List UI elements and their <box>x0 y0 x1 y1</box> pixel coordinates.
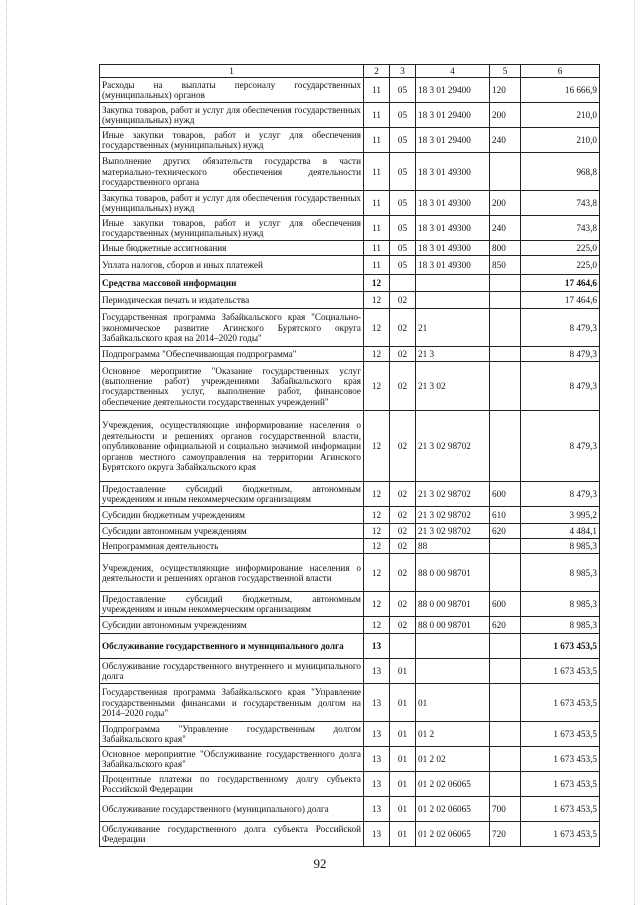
row-amount-cell: 1 673 453,5 <box>521 772 600 797</box>
row-subsection-cell: 02 <box>390 539 416 554</box>
row-target-cell: 01 <box>416 684 490 722</box>
row-target-cell <box>416 659 490 684</box>
row-subsection-cell: 05 <box>390 78 416 103</box>
row-kind-cell <box>490 554 521 592</box>
row-name-cell: Учреждения, осуществляющие информирование населения о деятельности и решениях органов государственной власти, опубликование официальной и социально значимой информации органов местного самоуправления на территории Агинского Бурятского округа Забайкальского края <box>100 411 364 482</box>
row-target-cell <box>416 275 490 292</box>
row-section-cell: 12 <box>364 524 390 539</box>
row-target-cell: 18 3 01 49300 <box>416 191 490 216</box>
row-subsection-cell: 02 <box>390 347 416 362</box>
table-row <box>100 275 600 292</box>
table-row <box>100 241 600 256</box>
row-kind-cell: 700 <box>490 797 521 822</box>
row-subsection-cell: 01 <box>390 822 416 847</box>
row-name-cell: Подпрограмма "Управление государственным долгом Забайкальского края" <box>100 722 364 747</box>
table-row <box>100 256 600 275</box>
row-name-cell: Средства массовой информации <box>100 275 364 292</box>
row-section-cell: 13 <box>364 797 390 822</box>
table-row <box>100 617 600 634</box>
row-section-cell: 11 <box>364 103 390 128</box>
table-row <box>100 216 600 241</box>
row-name-cell: Государственная программа Забайкальского края "Управление государственными финансами и государственным долгом на 2014–2020 годы" <box>100 684 364 722</box>
header-cell-subsection: 3 <box>390 65 416 78</box>
row-name-cell: Предоставление субсидий бюджетным, автономным учреждениям и иным некоммерческим организациям <box>100 482 364 507</box>
row-section-cell: 12 <box>364 411 390 482</box>
table-row <box>100 411 600 482</box>
row-name-cell: Выполнение других обязательств государства в части материально-технического обеспечения деятельности государственного органа <box>100 153 364 191</box>
page-number: 92 <box>313 856 327 871</box>
row-section-cell: 11 <box>364 256 390 275</box>
row-kind-cell <box>490 309 521 347</box>
row-target-cell: 18 3 01 49300 <box>416 256 490 275</box>
row-amount-cell: 210,0 <box>521 128 600 153</box>
row-section-cell: 11 <box>364 216 390 241</box>
row-amount-cell: 1 673 453,5 <box>521 722 600 747</box>
row-amount-cell: 16 666,9 <box>521 78 600 103</box>
row-amount-cell: 3 995,2 <box>521 507 600 524</box>
row-kind-cell <box>490 275 521 292</box>
row-target-cell: 21 3 <box>416 347 490 362</box>
row-subsection-cell: 02 <box>390 309 416 347</box>
row-kind-cell: 800 <box>490 241 521 256</box>
row-subsection-cell: 01 <box>390 772 416 797</box>
row-amount-cell: 1 673 453,5 <box>521 634 600 659</box>
row-kind-cell: 620 <box>490 617 521 634</box>
row-kind-cell <box>490 347 521 362</box>
row-name-cell: Расходы на выплаты персоналу государственных (муниципальных) органов <box>100 78 364 103</box>
row-amount-cell: 17 464,6 <box>521 292 600 309</box>
row-kind-cell <box>490 292 521 309</box>
table-row <box>100 191 600 216</box>
table-row <box>100 482 600 507</box>
row-subsection-cell: 05 <box>390 256 416 275</box>
row-target-cell: 01 2 02 06065 <box>416 772 490 797</box>
row-name-cell: Процентные платежи по государственному долгу субъекта Российской Федерации <box>100 772 364 797</box>
header-cell-amount: 6 <box>521 65 600 78</box>
row-subsection-cell: 01 <box>390 659 416 684</box>
table-row <box>100 309 600 347</box>
row-section-cell: 13 <box>364 772 390 797</box>
row-subsection-cell: 05 <box>390 191 416 216</box>
row-target-cell: 01 2 02 06065 <box>416 797 490 822</box>
row-kind-cell: 600 <box>490 592 521 617</box>
table-row <box>100 362 600 411</box>
row-subsection-cell: 02 <box>390 554 416 592</box>
row-name-cell: Государственная программа Забайкальского края "Социально-экономическое развитие Агинского Бурятского округа Забайкальского края на 2014–2020 годы" <box>100 309 364 347</box>
page-edge-right <box>634 0 636 905</box>
table-row <box>100 292 600 309</box>
row-subsection-cell <box>390 634 416 659</box>
row-kind-cell: 600 <box>490 482 521 507</box>
table-row <box>100 822 600 847</box>
row-subsection-cell: 02 <box>390 411 416 482</box>
row-subsection-cell: 02 <box>390 524 416 539</box>
row-name-cell: Уплата налогов, сборов и иных платежей <box>100 256 364 275</box>
page-edge-left <box>6 0 8 905</box>
table-header <box>100 65 600 78</box>
row-section-cell: 12 <box>364 347 390 362</box>
row-target-cell: 88 0 00 98701 <box>416 554 490 592</box>
row-kind-cell <box>490 772 521 797</box>
row-section-cell: 11 <box>364 78 390 103</box>
row-target-cell: 01 2 02 06065 <box>416 822 490 847</box>
row-target-cell <box>416 634 490 659</box>
table-row <box>100 592 600 617</box>
row-target-cell: 88 <box>416 539 490 554</box>
table-row <box>100 103 600 128</box>
row-subsection-cell: 02 <box>390 362 416 411</box>
row-kind-cell <box>490 684 521 722</box>
row-target-cell: 18 3 01 49300 <box>416 216 490 241</box>
row-name-cell: Иные закупки товаров, работ и услуг для обеспечения государственных (муниципальных) нужд <box>100 216 364 241</box>
row-section-cell: 13 <box>364 684 390 722</box>
row-name-cell: Обслуживание государственного и муниципального долга <box>100 634 364 659</box>
row-target-cell: 18 3 01 29400 <box>416 78 490 103</box>
row-subsection-cell: 02 <box>390 482 416 507</box>
row-subsection-cell: 01 <box>390 684 416 722</box>
row-kind-cell: 850 <box>490 256 521 275</box>
row-section-cell: 13 <box>364 722 390 747</box>
row-name-cell: Основное мероприятие "Обслуживание государственного долга Забайкальского края" <box>100 747 364 772</box>
row-name-cell: Обслуживание государственного внутреннего и муниципального долга <box>100 659 364 684</box>
row-section-cell: 11 <box>364 241 390 256</box>
row-section-cell: 12 <box>364 554 390 592</box>
row-name-cell: Непрограммная деятельность <box>100 539 364 554</box>
table-row <box>100 153 600 191</box>
table-row <box>100 747 600 772</box>
row-section-cell: 11 <box>364 191 390 216</box>
row-amount-cell: 225,0 <box>521 241 600 256</box>
row-target-cell: 18 3 01 49300 <box>416 153 490 191</box>
table-row <box>100 524 600 539</box>
header-cell-section: 2 <box>364 65 390 78</box>
table-row <box>100 539 600 554</box>
table-row <box>100 722 600 747</box>
row-section-cell: 12 <box>364 482 390 507</box>
row-name-cell: Учреждения, осуществляющие информирование населения о деятельности и решениях органов государственной власти <box>100 554 364 592</box>
row-name-cell: Субсидии бюджетным учреждениям <box>100 507 364 524</box>
header-row <box>100 65 600 78</box>
header-cell-name: 1 <box>100 65 364 78</box>
row-amount-cell: 4 484,1 <box>521 524 600 539</box>
row-kind-cell <box>490 153 521 191</box>
row-kind-cell <box>490 362 521 411</box>
table-row <box>100 684 600 722</box>
row-kind-cell <box>490 659 521 684</box>
row-kind-cell: 120 <box>490 78 521 103</box>
row-subsection-cell: 02 <box>390 617 416 634</box>
row-amount-cell: 968,8 <box>521 153 600 191</box>
row-target-cell: 88 0 00 98701 <box>416 592 490 617</box>
row-target-cell: 18 3 01 29400 <box>416 103 490 128</box>
row-name-cell: Периодическая печать и издательства <box>100 292 364 309</box>
row-amount-cell: 8 479,3 <box>521 309 600 347</box>
row-section-cell: 12 <box>364 507 390 524</box>
row-section-cell: 12 <box>364 592 390 617</box>
header-cell-kind: 5 <box>490 65 521 78</box>
table-row <box>100 347 600 362</box>
row-amount-cell: 743,8 <box>521 191 600 216</box>
row-target-cell: 88 0 00 98701 <box>416 617 490 634</box>
row-subsection-cell <box>390 275 416 292</box>
row-name-cell: Субсидии автономным учреждениям <box>100 617 364 634</box>
row-target-cell: 01 2 02 <box>416 747 490 772</box>
row-kind-cell <box>490 634 521 659</box>
row-target-cell: 18 3 01 29400 <box>416 128 490 153</box>
row-subsection-cell: 01 <box>390 722 416 747</box>
table-row <box>100 507 600 524</box>
row-section-cell: 13 <box>364 634 390 659</box>
row-section-cell: 13 <box>364 822 390 847</box>
table-row <box>100 554 600 592</box>
row-kind-cell <box>490 411 521 482</box>
row-kind-cell: 240 <box>490 128 521 153</box>
row-target-cell: 21 <box>416 309 490 347</box>
row-kind-cell <box>490 539 521 554</box>
row-target-cell: 21 3 02 98702 <box>416 524 490 539</box>
row-name-cell: Обслуживание государственного (муниципального) долга <box>100 797 364 822</box>
row-name-cell: Подпрограмма "Обеспечивающая подпрограмма" <box>100 347 364 362</box>
row-section-cell: 13 <box>364 747 390 772</box>
row-subsection-cell: 02 <box>390 592 416 617</box>
row-amount-cell: 8 479,3 <box>521 482 600 507</box>
row-section-cell: 12 <box>364 275 390 292</box>
row-kind-cell: 200 <box>490 103 521 128</box>
row-target-cell: 21 3 02 98702 <box>416 411 490 482</box>
row-section-cell: 12 <box>364 362 390 411</box>
row-amount-cell: 1 673 453,5 <box>521 747 600 772</box>
row-amount-cell: 1 673 453,5 <box>521 797 600 822</box>
row-section-cell: 12 <box>364 617 390 634</box>
row-section-cell: 12 <box>364 309 390 347</box>
row-subsection-cell: 05 <box>390 241 416 256</box>
table-body <box>100 78 600 847</box>
row-amount-cell: 8 985,3 <box>521 617 600 634</box>
row-amount-cell: 8 479,3 <box>521 362 600 411</box>
row-subsection-cell: 05 <box>390 128 416 153</box>
table-row <box>100 128 600 153</box>
row-kind-cell: 720 <box>490 822 521 847</box>
row-name-cell: Иные закупки товаров, работ и услуг для обеспечения государственных (муниципальных) нужд <box>100 128 364 153</box>
row-subsection-cell: 01 <box>390 797 416 822</box>
row-name-cell: Закупка товаров, работ и услуг для обеспечения государственных (муниципальных) нужд <box>100 103 364 128</box>
row-target-cell: 21 3 02 98702 <box>416 482 490 507</box>
row-amount-cell: 8 985,3 <box>521 554 600 592</box>
row-section-cell: 13 <box>364 659 390 684</box>
row-amount-cell: 8 985,3 <box>521 539 600 554</box>
row-target-cell: 21 3 02 <box>416 362 490 411</box>
row-amount-cell: 1 673 453,5 <box>521 659 600 684</box>
table-row <box>100 797 600 822</box>
row-kind-cell: 240 <box>490 216 521 241</box>
row-target-cell <box>416 292 490 309</box>
row-kind-cell <box>490 722 521 747</box>
row-subsection-cell: 01 <box>390 747 416 772</box>
row-amount-cell: 17 464,6 <box>521 275 600 292</box>
row-subsection-cell: 05 <box>390 216 416 241</box>
row-kind-cell: 620 <box>490 524 521 539</box>
row-kind-cell: 610 <box>490 507 521 524</box>
row-target-cell: 21 3 02 98702 <box>416 507 490 524</box>
row-amount-cell: 225,0 <box>521 256 600 275</box>
row-kind-cell <box>490 747 521 772</box>
row-subsection-cell: 02 <box>390 292 416 309</box>
row-subsection-cell: 02 <box>390 507 416 524</box>
row-section-cell: 11 <box>364 153 390 191</box>
row-section-cell: 11 <box>364 128 390 153</box>
row-name-cell: Субсидии автономным учреждениям <box>100 524 364 539</box>
row-section-cell: 12 <box>364 292 390 309</box>
row-subsection-cell: 05 <box>390 103 416 128</box>
row-amount-cell: 8 479,3 <box>521 411 600 482</box>
row-name-cell: Закупка товаров, работ и услуг для обеспечения государственных (муниципальных) нужд <box>100 191 364 216</box>
row-amount-cell: 8 985,3 <box>521 592 600 617</box>
row-target-cell: 01 2 <box>416 722 490 747</box>
row-section-cell: 12 <box>364 539 390 554</box>
row-name-cell: Обслуживание государственного долга субъекта Российской Федерации <box>100 822 364 847</box>
row-amount-cell: 1 673 453,5 <box>521 822 600 847</box>
row-name-cell: Иные бюджетные ассигнования <box>100 241 364 256</box>
row-name-cell: Основное мероприятие "Оказание государственных услуг (выполнение работ) учреждениями Забайкальского края государственных услуг, выполнение работ, финансовое обеспечение деятельности государственных учреждений" <box>100 362 364 411</box>
row-amount-cell: 8 479,3 <box>521 347 600 362</box>
row-subsection-cell: 05 <box>390 153 416 191</box>
row-amount-cell: 743,8 <box>521 216 600 241</box>
row-target-cell: 18 3 01 49300 <box>416 241 490 256</box>
table-row <box>100 659 600 684</box>
table-row <box>100 634 600 659</box>
header-cell-target: 4 <box>416 65 490 78</box>
row-amount-cell: 210,0 <box>521 103 600 128</box>
table-row <box>100 78 600 103</box>
row-kind-cell: 200 <box>490 191 521 216</box>
row-amount-cell: 1 673 453,5 <box>521 684 600 722</box>
row-name-cell: Предоставление субсидий бюджетным, автономным учреждениям и иным некоммерческим организациям <box>100 592 364 617</box>
table-row <box>100 772 600 797</box>
budget-table <box>99 64 600 847</box>
